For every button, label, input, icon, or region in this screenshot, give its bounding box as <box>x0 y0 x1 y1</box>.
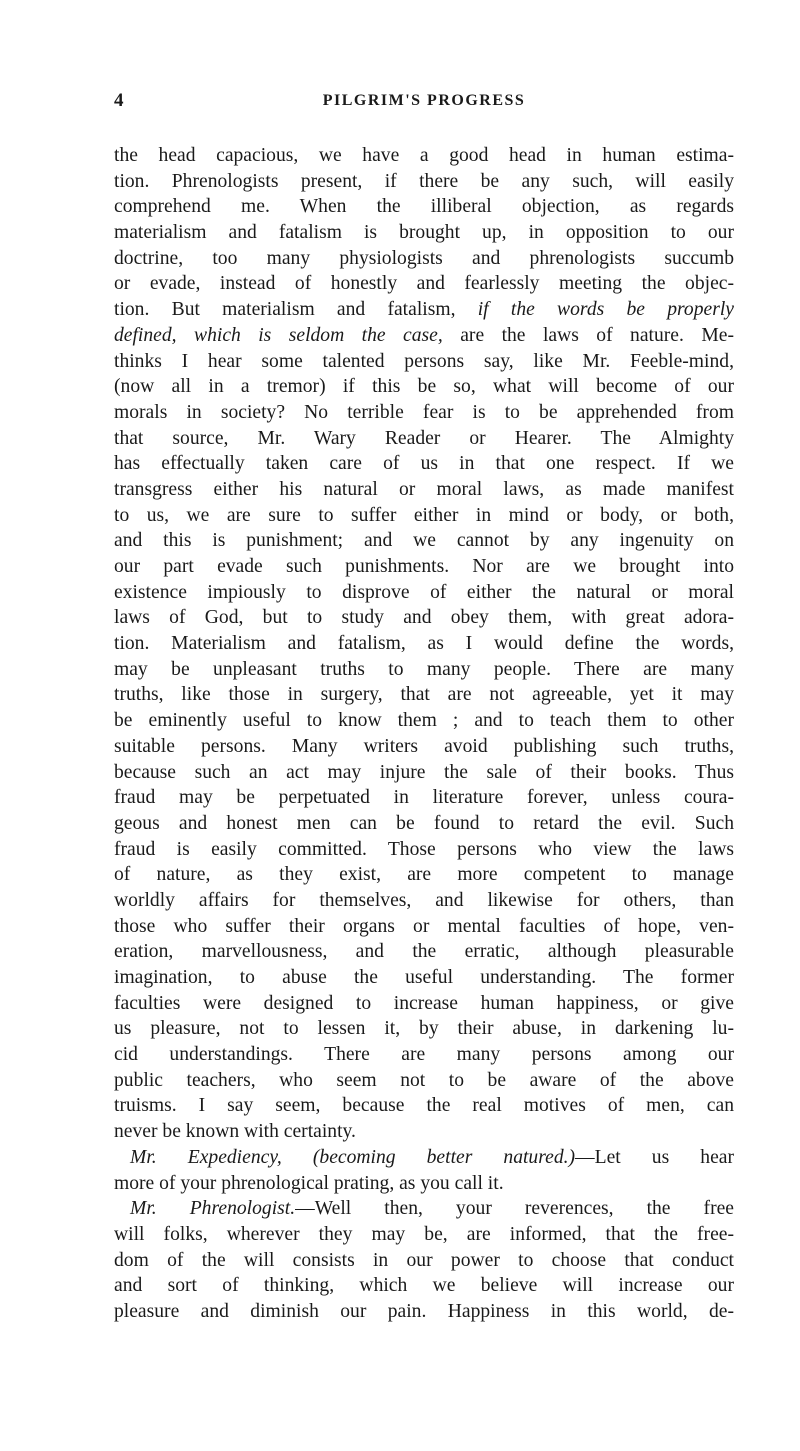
text-line: that source, Mr. Wary Reader or Hearer. The Almighty <box>114 427 734 449</box>
speaker-name: Mr. Phrenologist. <box>130 1198 296 1220</box>
text-line: worldly affairs for themselves, and likewise for others, than <box>114 889 734 911</box>
text-line: will folks, wherever they may be, are informed, that the free- <box>114 1223 734 1245</box>
text-line: geous and honest men can be found to retard the evil. Such <box>114 812 734 834</box>
text-run: tion. But materialism and fatalism, <box>114 299 456 321</box>
text-line: fraud may be perpetuated in literature forever, unless coura- <box>114 787 734 809</box>
text-line: to us, we are sure to suffer either in mind or body, or both, <box>114 504 734 526</box>
text-line: comprehend me. When the illiberal objection, as regards <box>114 196 734 218</box>
text-line: suitable persons. Many writers avoid publishing such truths, <box>114 735 734 757</box>
text-line: may be unpleasant truths to many people. There are many <box>114 658 734 680</box>
text-line: fraud is easily committed. Those persons who view the laws <box>114 838 734 860</box>
text-run: —Let us hear <box>575 1146 734 1168</box>
text-line: truths, like those in surgery, that are not agreeable, yet it may <box>114 684 734 706</box>
running-title: PILGRIM'S PROGRESS <box>322 92 526 109</box>
text-line: pleasure and diminish our pain. Happiness in this world, de- <box>114 1300 734 1322</box>
text-line: (now all in a tremor) if this be so, what will become of our <box>114 376 734 398</box>
italic-phrase: defined, which is seldom the case, <box>114 324 443 346</box>
text-line: more of your phrenological prating, as you call it. <box>114 1172 504 1194</box>
text-line: public teachers, who seem not to be aware of the above <box>114 1069 734 1091</box>
text-line: laws of God, but to study and obey them, with great adora- <box>114 607 734 629</box>
text-line: never be known with certainty. <box>114 1121 356 1143</box>
text-line: tion. Materialism and fatalism, as I would define the words, <box>114 633 734 655</box>
text-run: —Well then, your reverences, the free <box>295 1198 734 1220</box>
text-run: are the laws of nature. Me- <box>460 324 734 346</box>
text-line: truisms. I say seem, because the real motives of men, can <box>114 1095 734 1117</box>
text-line: or evade, instead of honestly and fearlessly meeting the objec- <box>114 273 734 295</box>
text-line: the head capacious, we have a good head in human estima- <box>114 145 734 166</box>
text-line: transgress either his natural or moral laws, as made manifest <box>114 478 734 500</box>
text-line: those who suffer their organs or mental faculties of hope, ven- <box>114 915 734 937</box>
text-line: because such an act may injure the sale of their books. Thus <box>114 761 734 783</box>
text-line: existence impiously to disprove of either the natural or moral <box>114 581 734 603</box>
body-text <box>114 143 734 1325</box>
text-line: faculties were designed to increase human happiness, or give <box>114 992 734 1014</box>
text-line <box>114 297 734 323</box>
text-line: of nature, as they exist, are more competent to manage <box>114 864 734 886</box>
italic-phrase: if the words be properly <box>477 299 734 321</box>
text-line: us pleasure, not to lessen it, by their abuse, in darkening lu- <box>114 1018 734 1040</box>
text-line: morals in society? No terrible fear is to be apprehended from <box>114 401 734 423</box>
text-line <box>114 1196 734 1222</box>
text-line: materialism and fatalism is brought up, in opposition to our <box>114 222 734 244</box>
text-line <box>114 323 734 349</box>
text-line: imagination, to abuse the useful understanding. The former <box>114 967 734 988</box>
text-line: eration, marvellousness, and the erratic, although pleasurable <box>114 941 734 963</box>
text-line: and this is punishment; and we cannot by any ingenuity on <box>114 530 734 552</box>
text-line: cid understandings. There are many persons among our <box>114 1044 734 1066</box>
speaker-name: Mr. Expediency, (becoming better natured.) <box>130 1146 576 1168</box>
text-line: has effectually taken care of us in that one respect. If we <box>114 453 734 475</box>
text-line: dom of the will consists in our power to choose that conduct <box>114 1249 734 1271</box>
text-line: our part evade such punishments. Nor are we brought into <box>114 556 734 577</box>
text-line: thinks I hear some talented persons say, like Mr. Feeble-mind, <box>114 350 734 372</box>
text-line: tion. Phrenologists present, if there be any such, will easily <box>114 170 734 192</box>
text-line: and sort of thinking, which we believe will increase our <box>114 1275 734 1297</box>
page-number: 4 <box>114 90 124 111</box>
text-line: be eminently useful to know them ; and to teach them to other <box>114 710 734 732</box>
running-head <box>114 90 764 116</box>
text-line <box>114 1145 734 1171</box>
text-line: doctrine, too many physiologists and phrenologists succumb <box>114 247 734 269</box>
